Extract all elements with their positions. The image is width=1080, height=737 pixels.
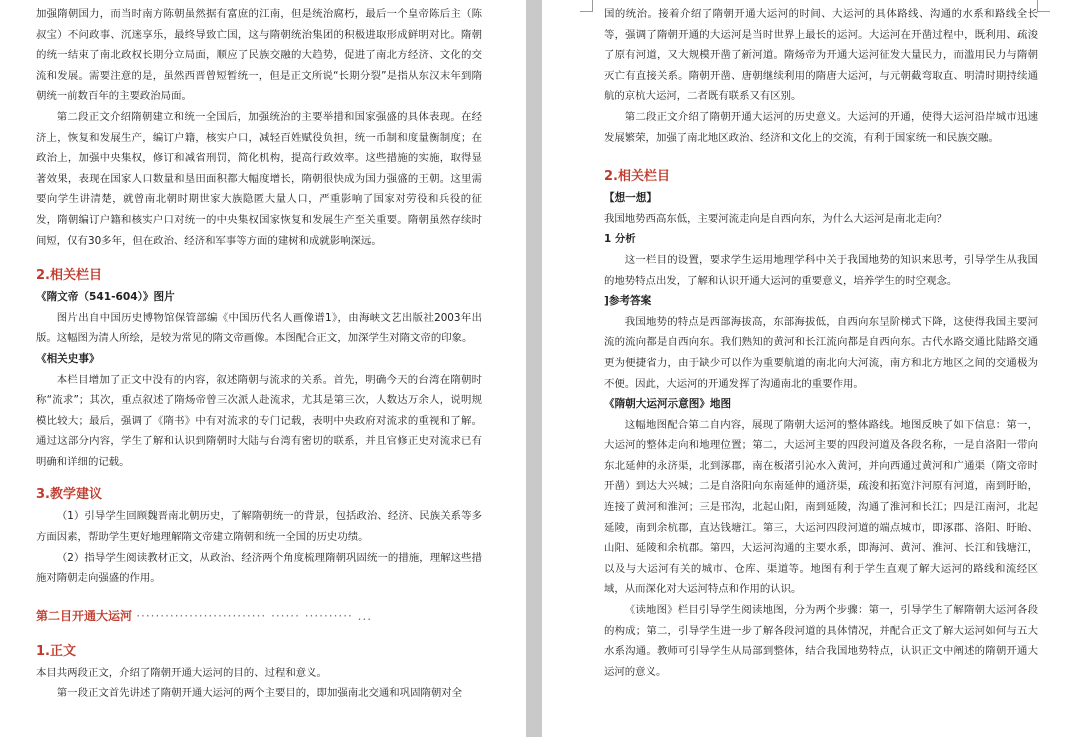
- paragraph: 加强隋朝国力，而当时南方陈朝虽然据有富庶的江南，但是统治腐朽，最后一个皇帝陈后主（陈叔宝）不问政事、沉迷享乐，最终导致亡国，这与隋朝统治集团的积极进取形成鲜明对比。隋朝的统一结束了南北政权长期分立局面，顺应了民族交融的大趋势，促进了南北方经济、文化的交流和发展。需要注意的是，虽然西晋曾短暂统一，但是正文所说“长期分裂”是指从东汉末年到隋朝统一前数百年的主要政治局面。: [36, 8, 482, 103]
- margin-corner-mark: [1037, 0, 1050, 12]
- subsection-heading: 《相关史事》: [36, 352, 100, 365]
- document-page-right: [542, 0, 1080, 737]
- paragraph: 第二段正文介绍了隋朝开通大运河的历史意义。大运河的开通，使得大运河沿岸城市迅速发展繁荣，加强了南北地区政治、经济和文化上的交流，有利于国家统一和民族交融。: [604, 110, 1038, 144]
- paragraph: 图片出自中国历史博物馆保管部编《中国历代名人画像谱1》，由海峡文艺出版社2003年出版。这幅图为清人所绘，是较为常见的隋文帝画像。本图配合正文，加深学生对隋文帝的印象。: [36, 311, 482, 345]
- spacer: [36, 472, 482, 484]
- section-heading: 3.教学建议: [36, 487, 102, 503]
- paragraph: （1）引导学生回顾魏晋南北朝历史，了解隋朝统一的背景，包括政治、经济、民族关系等多方面因素，帮助学生更好地理解隋文帝建立隋朝和统一全国的历史功绩。: [36, 510, 482, 544]
- section-heading: 2.相关栏目: [604, 169, 670, 185]
- subsection-heading: 《隋文帝（541-604）》图片: [36, 291, 175, 304]
- subsection-heading: 1 分析: [604, 233, 636, 246]
- paragraph: 这一栏目的设置，要求学生运用地理学科中关于我国地势的知识来思考，引导学生从我国的地势特点出发，了解和认识开通大运河的重要意义，培养学生的时空观念。: [604, 253, 1038, 287]
- paragraph: 第一段正文首先讲述了隋朝开通大运河的两个主要目的，即加强南北交通和巩固隋朝对全: [56, 687, 463, 700]
- chapter-title: 第二目开通大运河: [36, 608, 133, 623]
- spacer: [36, 589, 482, 605]
- margin-corner-mark: [580, 0, 593, 12]
- section-heading: 2.相关栏目: [36, 268, 102, 284]
- paragraph: 我国地势的特点是西部海拔高，东部海拔低，自西向东呈阶梯式下降，这使得我国主要河流的流向都是自西向东。我们熟知的黄河和长江流向都是自西向东。古代水路交通比陆路交通更为便捷省力，由于缺少可以作为重要航道的南北向大河流，南方和北方地区之间的交通极为不便。因此，大运河的开通发挥了沟通南北的重要作用。: [604, 315, 1038, 390]
- paragraph: 我国地势西高东低，主要河流走向是自西向东，为什么大运河是南北走向？: [604, 212, 947, 225]
- spacer: [604, 148, 1038, 166]
- page-gap: [526, 0, 542, 737]
- toc-dots: ··························· ······ ·········· ...: [136, 608, 373, 623]
- paragraph: 这幅地图配合第二自内容，展现了隋朝大运河的整体路线。地图反映了如下信息：第一，大运河的整体走向和地理位置；第二，大运河主要的四段河道及各段名称，一是自洛阳一带向东北延伸的永济渠，北到涿郡，南在板渚引沁水入黄河，并向西通过黄河和广通渠（隋文帝时开凿）到达大兴城；二是自洛阳向东南延伸的通济渠，疏浚和拓宽汴河原有河道，南到盱眙，连接了黄河和淮河；三是邗沟，北起山阳，南到延陵，沟通了淮河和长江；四是江南河，北起延陵，南到余杭郡，直达钱塘江。第三，大运河四段河道的端点城市，即涿郡、洛阳、盱眙、山阳、延陵和余杭郡。第四，大运河沟通的主要水系，即海河、黄河、淮河、长江和钱塘江，以及与大运河有关的城市、仓库、渠道等。地图有利于学生直观了解大运河的路线和流经区域，从而深化对大运河特点和作用的认识。: [604, 418, 1038, 596]
- chapter-heading: [36, 605, 482, 627]
- spacer: [36, 251, 482, 265]
- paragraph: 《读地图》栏目引导学生阅读地图，分为两个步骤：第一，引导学生了解隋朝大运河各段的构成；第二，引导学生进一步了解各段河道的具体情况，并配合正文了解大运河如何与五大水系沟通。教师可引导学生从局部到整体，结合我国地势特点，认识正文中阐述的隋朝开通大运河的意义。: [604, 604, 1038, 678]
- paragraph: （2）指导学生阅读教材正文，从政治、经济两个角度梳理隋朝巩固统一的措施，理解这些措施对隋朝走向强盛的作用。: [36, 551, 482, 585]
- paragraph: 本目共两段正文，介绍了隋朝开通大运河的目的、过程和意义。: [36, 666, 327, 679]
- paragraph: 国的统治。接着介绍了隋朝开通大运河的时间、大运河的具体路线、沟通的水系和路线全长等，强调了隋朝开通的大运河是当时世界上最长的运河。大运河在开凿过程中，既利用、疏浚了原有河道，又大规模开凿了新河道。隋炀帝为开通大运河征发大量民力，而滥用民力与隋朝灭亡有直接关系。隋朝开凿、唐朝继续利用的隋唐大运河，与元朝截弯取直、明清时期持续通航的京杭大运河，二者既有联系又有区别。: [604, 8, 1038, 103]
- section-heading: 1.正文: [36, 643, 76, 659]
- paragraph: 第二段正文介绍隋朝建立和统一全国后，加强统治的主要举措和国家强盛的具体表现。在经济上，恢复和发展生产，编订户籍，核实户口，减轻百姓赋役负担，统一币制和度量衡制度；在政治上，加强中央集权，修订和减省刑罚，简化机构，提高行政效率。这些措施的实施，取得显著效果，表现在国家人口数量和垦田面积都大幅度增长，隋朝很快成为国力强盛的王朝。这里需要向学生讲清楚，就曾南北朝时期世家大族隐匿大量人口，严重影响了国家对劳役和兵役的征发，隋朝编订户籍和核实户口对统一的中央集权国家恢复和发展生产至关重要。隋朝虽然存续时间短，仅有30多年，但在政治、经济和军事等方面的建树和成就影响深远。: [36, 110, 482, 247]
- subsection-heading: 《隋朝大运河示意图》地图: [604, 398, 732, 411]
- subsection-heading: 【想一想】: [604, 192, 657, 205]
- subsection-heading: ]参考答案: [604, 295, 652, 308]
- spacer: [36, 627, 482, 641]
- document-page-left: [0, 0, 526, 737]
- paragraph: 本栏目增加了正文中没有的内容，叙述隋朝与流求的关系。首先，明确今天的台湾在隋朝时称“流求”；其次，重点叙述了隋炀帝曾三次派人赴流求，尤其是第三次，人数达万余人，说明规模比较大；最后，强调了《隋书》中有对流求的专门记载，表明中央政府对流求的重视和了解。通过这部分内容，学生了解和认识到隋朝时大陆与台湾有密切的联系，并且官修正史对流求已有明确和详细的记载。: [36, 373, 482, 468]
